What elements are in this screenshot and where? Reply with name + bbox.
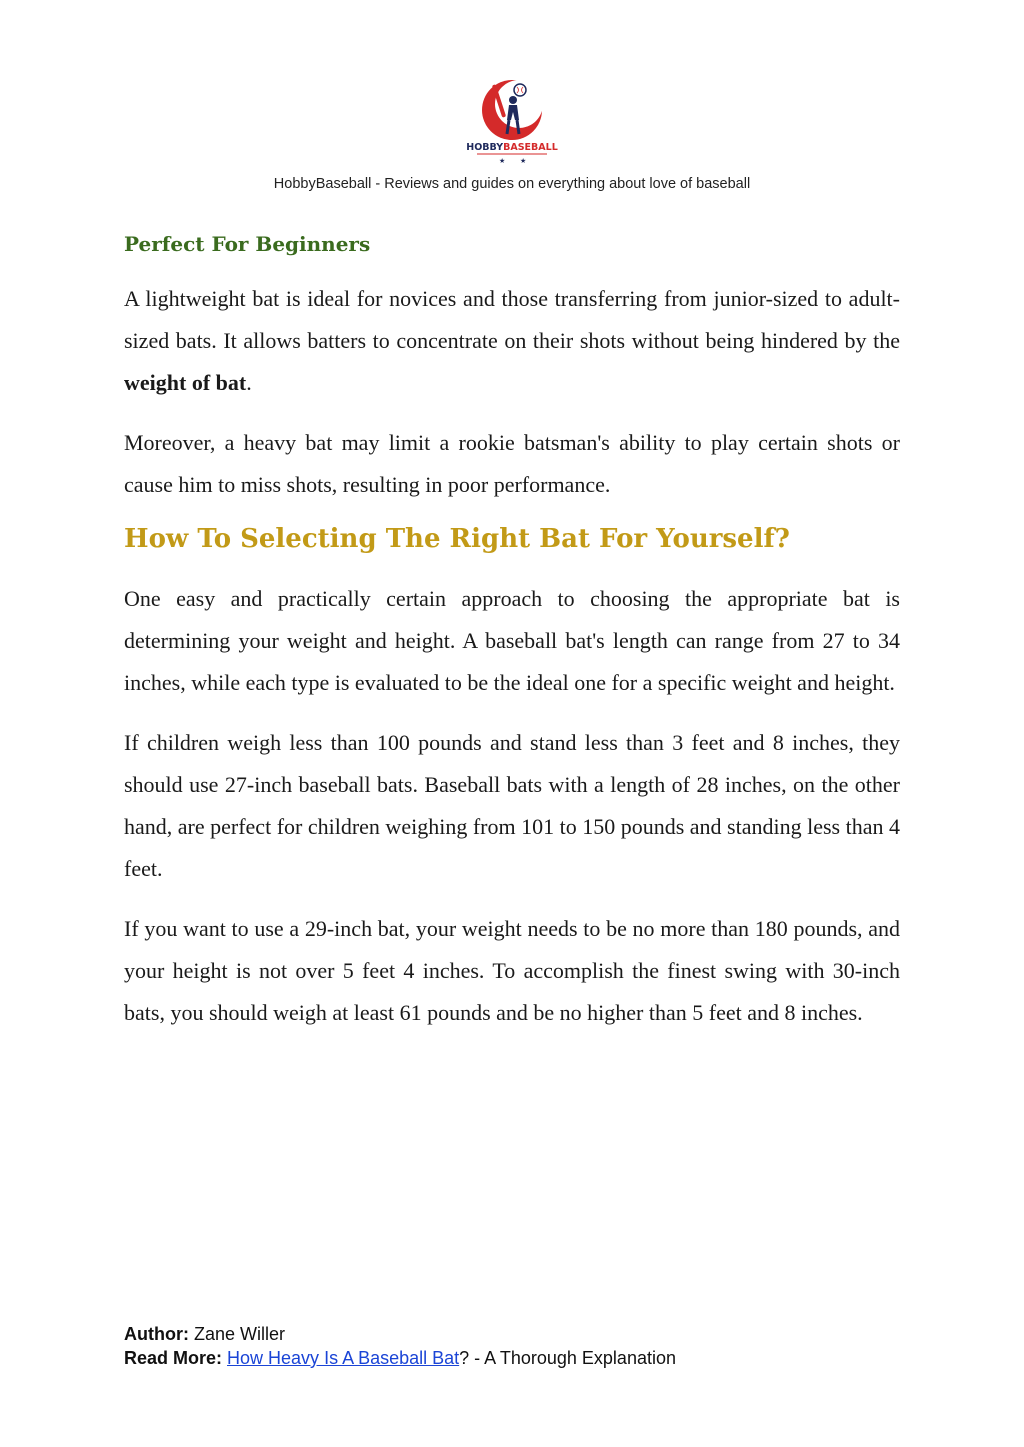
- paragraph: Moreover, a heavy bat may limit a rookie batsman's ability to play certain shots or cause him to miss shots, resulting in poor performance.: [124, 430, 900, 497]
- paragraph-text: A lightweight bat is ideal for novices and those transferring from junior-sized to adult-sized bats. It allows batters to concentrate on their shots without being hindered by the: [124, 286, 900, 353]
- author-line: [124, 1322, 924, 1346]
- page-header: [0, 70, 1024, 192]
- section-heading-beginners: Perfect For Beginners: [124, 232, 371, 256]
- svg-text:★: ★: [499, 157, 506, 165]
- paragraph: [124, 278, 900, 404]
- site-tagline: HobbyBaseball - Reviews and guides on everything about love of baseball: [273, 176, 751, 192]
- page-footer: [124, 1322, 924, 1370]
- paragraph-text-end: .: [246, 370, 252, 395]
- paragraph: One easy and practically certain approach to choosing the appropriate bat is determining your weight and height. A baseball bat's length can range from 27 to 34 inches, while each type is evaluated to be the ideal one for a specific weight and height.: [124, 586, 900, 695]
- paragraph: If children weigh less than 100 pounds and stand less than 3 feet and 8 inches, they should use 27-inch baseball bats. Baseball bats with a length of 28 inches, on the other hand, are perfect for children weighing from 101 to 150 pounds and standing less than 4 feet.: [124, 730, 900, 881]
- svg-text:HOBBYBASEBALL: HOBBYBASEBALL: [466, 142, 558, 153]
- svg-text:★: ★: [520, 157, 527, 165]
- hobbybaseball-logo: [457, 70, 567, 170]
- read-more-label: Read More:: [124, 1348, 223, 1368]
- author-name: Zane Willer: [194, 1324, 286, 1344]
- read-more-suffix: ? - A Thorough Explanation: [459, 1348, 676, 1368]
- paragraph: If you want to use a 29-inch bat, your weight needs to be no more than 180 pounds, and your height is not over 5 feet 4 inches. To accomplish the finest swing with 30-inch bats, you should weigh at least 61 pounds and be no higher than 5 feet and 8 inches.: [124, 916, 900, 1025]
- read-more-link[interactable]: How Heavy Is A Baseball Bat: [227, 1348, 460, 1368]
- bold-phrase: weight of bat: [124, 370, 247, 395]
- read-more-line: [124, 1346, 924, 1370]
- section-heading-selecting-bat: How To Selecting The Right Bat For Yourself?: [124, 524, 790, 554]
- author-label: Author:: [124, 1324, 189, 1344]
- article-content: [124, 232, 900, 1052]
